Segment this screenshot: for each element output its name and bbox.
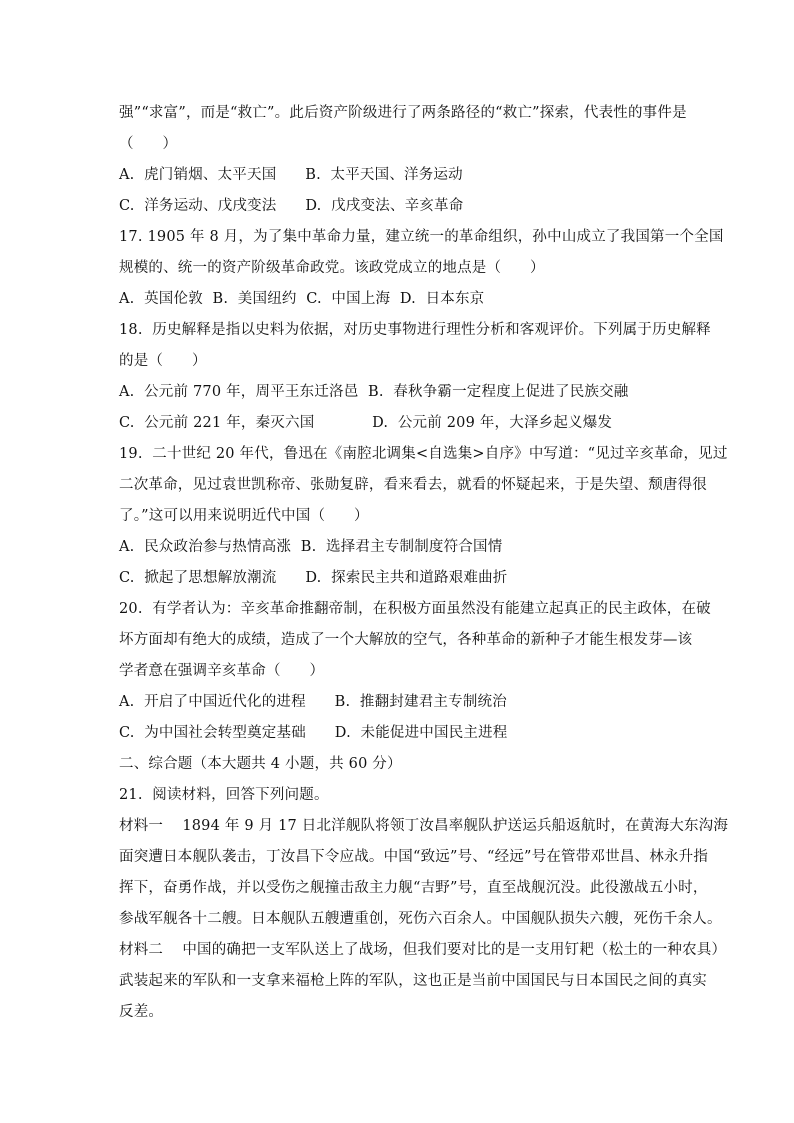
text-line: 坏方面却有绝大的成绩，造成了一个大解放的空气，各种革命的新种子才能生根发芽—该 bbox=[119, 632, 693, 648]
option-line: A. 虎门销烟、太平天国 B. 太平天国、洋务运动 bbox=[119, 167, 463, 183]
option-line: C. 为中国社会转型奠定基础 D. 未能促进中国民主进程 bbox=[119, 725, 508, 741]
question-20: 20. 有学者认为：辛亥革命推翻帝制，在积极方面虽然没有能建立起真正的民主政体，在破 bbox=[119, 601, 711, 617]
option-line: C. 公元前 221 年，秦灭六国 D. 公元前 209 年，大泽乡起义爆发 bbox=[119, 415, 613, 431]
option-line: C. 洋务运动、戊戌变法 D. 戊戌变法、辛亥革命 bbox=[119, 198, 464, 214]
question-17: 17. 1905 年 8 月，为了集中革命力量，建立统一的革命组织，孙中山成立了我国第一个全国 bbox=[119, 229, 724, 245]
text-line: 参战军舰各十二艘。日本舰队五艘遭重创，死伤六百余人。中国舰队损失六艘，死伤千余人。 bbox=[119, 911, 722, 927]
option-line: A. 开启了中国近代化的进程 B. 推翻封建君主专制统治 bbox=[119, 694, 507, 710]
text-line: 学者意在强调辛亥革命（ ） bbox=[119, 663, 325, 679]
text-line: 二次革命，见过袁世凯称帝、张勋复辟，看来看去，就看的怀疑起来，于是失望、颓唐得很 bbox=[119, 477, 707, 493]
text-line: 强”“求富”，而是“救亡”。此后资产阶级进行了两条路径的“救亡”探索，代表性的事件是 bbox=[119, 105, 687, 121]
option-line: A. 民众政治参与热情高涨 B. 选择君主专制制度符合国情 bbox=[119, 539, 503, 555]
section-heading: 二、综合题（本大题共 4 小题，共 60 分） bbox=[119, 756, 402, 772]
text-line: 面突遭日本舰队袭击，丁汝昌下令应战。中国“致远”号、“经远”号在管带邓世昌、林永升指 bbox=[119, 849, 709, 865]
option-line: A. 公元前 770 年，周平王东迁洛邑 B. 春秋争霸一定程度上促进了民族交融 bbox=[119, 384, 629, 400]
text-line: 武装起来的军队和一支拿来福枪上阵的军队，这也正是当前中国国民与日本国民之间的真实 bbox=[119, 973, 707, 989]
text-line: 了。”这可以用来说明近代中国（ ） bbox=[119, 508, 369, 524]
text-line: 规模的、统一的资产阶级革命政党。该政党成立的地点是（ ） bbox=[119, 260, 545, 276]
question-19: 19. 二十世纪 20 年代，鲁迅在《南腔北调集<自选集>自序》中写道：“见过辛亥革命，见过 bbox=[119, 446, 728, 462]
question-18: 18. 历史解释是指以史料为依据，对历史事物进行理性分析和客观评价。下列属于历史解释 bbox=[119, 322, 711, 338]
text-line: 挥下，奋勇作战，并以受伤之舰撞击敌主力舰“吉野”号，直至战舰沉没。此役激战五小时， bbox=[119, 880, 708, 896]
text-line: 反差。 bbox=[119, 1004, 164, 1020]
material-two: 材料二 中国的确把一支军队送上了战场，但我们要对比的是一支用钉耙（松土的一种农具） bbox=[119, 942, 727, 958]
question-21: 21. 阅读材料，回答下列问题。 bbox=[119, 787, 329, 803]
option-line: A. 英国伦敦 B. 美国纽约 C. 中国上海 D. 日本东京 bbox=[119, 291, 485, 307]
text-line: 的是（ ） bbox=[119, 353, 207, 369]
text-line: （ ） bbox=[119, 136, 178, 152]
material-one: 材料一 1894 年 9 月 17 日北洋舰队将领丁汝昌率舰队护送运兵船返航时，在黄海大东沟海 bbox=[119, 818, 729, 834]
option-line: C. 掀起了思想解放潮流 D. 探索民主共和道路艰难曲折 bbox=[119, 570, 508, 586]
